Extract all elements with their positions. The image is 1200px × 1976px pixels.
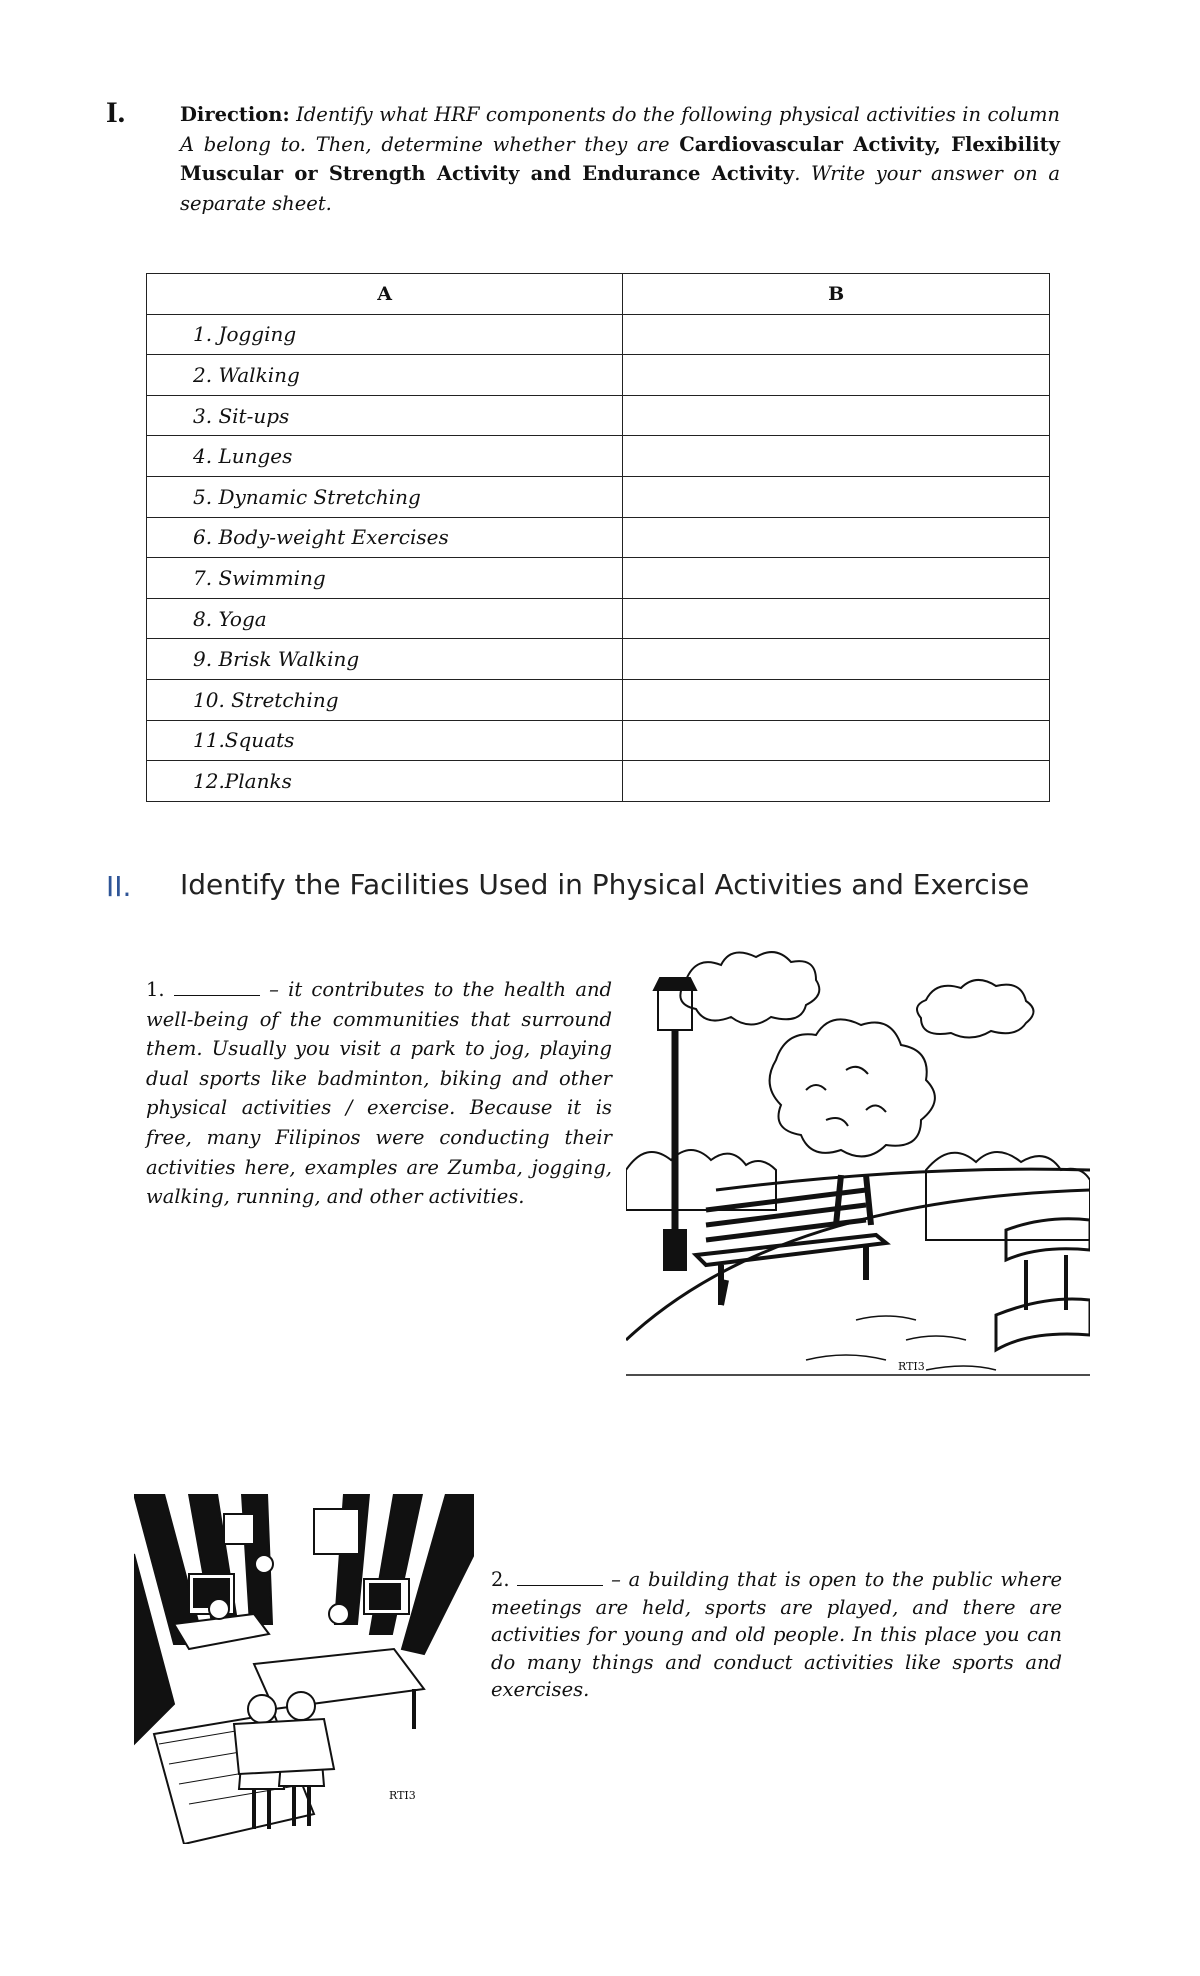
answer-cell [623,761,1050,802]
table-row [147,395,1050,436]
activity-cell: 1. Jogging [147,314,623,355]
question-2-number: 2. [491,1568,510,1591]
activity-table [146,273,1050,802]
table-row [147,720,1050,761]
table-header-row [147,274,1050,315]
activity-cell: 6. Body-weight Exercises [147,517,623,558]
illustration-signature-2: RTI3 [389,1789,416,1802]
direction-part-2: . Write your answer on a separate sheet. [180,162,1060,215]
activity-cell: 12.Planks [147,761,623,802]
section-2-title: Identify the Facilities Used in Physical Activities and Exercise [180,868,1030,901]
question-1-number: 1. [146,978,165,1001]
question-1-text: – it contributes to the health and well-being of the communities that surround them. Usually you visit a park to jog, playing dual sports like badminton, biking and other physical activities / exercise. Because it is free, many Filipinos were conducting their activities here, examples are Zumba, jogging, walking, running, and other activities. [146,978,612,1209]
answer-cell [623,517,1050,558]
table-row [147,639,1050,680]
section-2-number: II. [106,870,132,903]
table-row [147,679,1050,720]
direction-activity-types: Cardiovascular Activity, Flexibility Muscular or Strength Activity and Endurance Activity [180,132,1061,185]
column-b-header: B [623,274,1050,315]
answer-cell [623,395,1050,436]
table-row [147,314,1050,355]
answer-cell [623,598,1050,639]
answer-cell [623,314,1050,355]
activity-cell: 5. Dynamic Stretching [147,476,623,517]
activity-cell: 3. Sit-ups [147,395,623,436]
park-illustration [626,940,1090,1376]
direction-part-1: Identify what HRF components do the following physical activities in column A belong to. Then, determine whether they are [180,103,1060,156]
answer-cell [623,476,1050,517]
illustration-signature: RTI3 [898,1360,925,1373]
activity-cell: 8. Yoga [147,598,623,639]
table-row [147,558,1050,599]
direction-text [180,100,1060,218]
answer-cell [623,679,1050,720]
table-row [147,761,1050,802]
activity-cell: 7. Swimming [147,558,623,599]
table-row [147,476,1050,517]
activity-cell: 11.Squats [147,720,623,761]
answer-cell [623,436,1050,477]
table-row [147,355,1050,396]
answer-cell [623,639,1050,680]
answer-cell [623,720,1050,761]
column-a-header: A [147,274,623,315]
table-row [147,517,1050,558]
table-row [147,436,1050,477]
answer-cell [623,558,1050,599]
question-1 [146,975,612,1212]
table-row [147,598,1050,639]
question-2-text: – a building that is open to the public where meetings are held, sports are played, and there are activities for young and old people. In this place you can do many things and conduct activities like sports and exercises. [491,1568,1062,1702]
answer-blank-2 [517,1569,603,1586]
section-1-number: I. [106,96,126,129]
community-center-illustration [134,1494,474,1844]
answer-blank-1 [174,979,260,996]
activity-cell: 2. Walking [147,355,623,396]
answer-cell [623,355,1050,396]
activity-cell: 10. Stretching [147,679,623,720]
activity-cell: 4. Lunges [147,436,623,477]
question-2 [491,1566,1062,1704]
direction-label: Direction: [180,103,290,126]
activity-cell: 9. Brisk Walking [147,639,623,680]
